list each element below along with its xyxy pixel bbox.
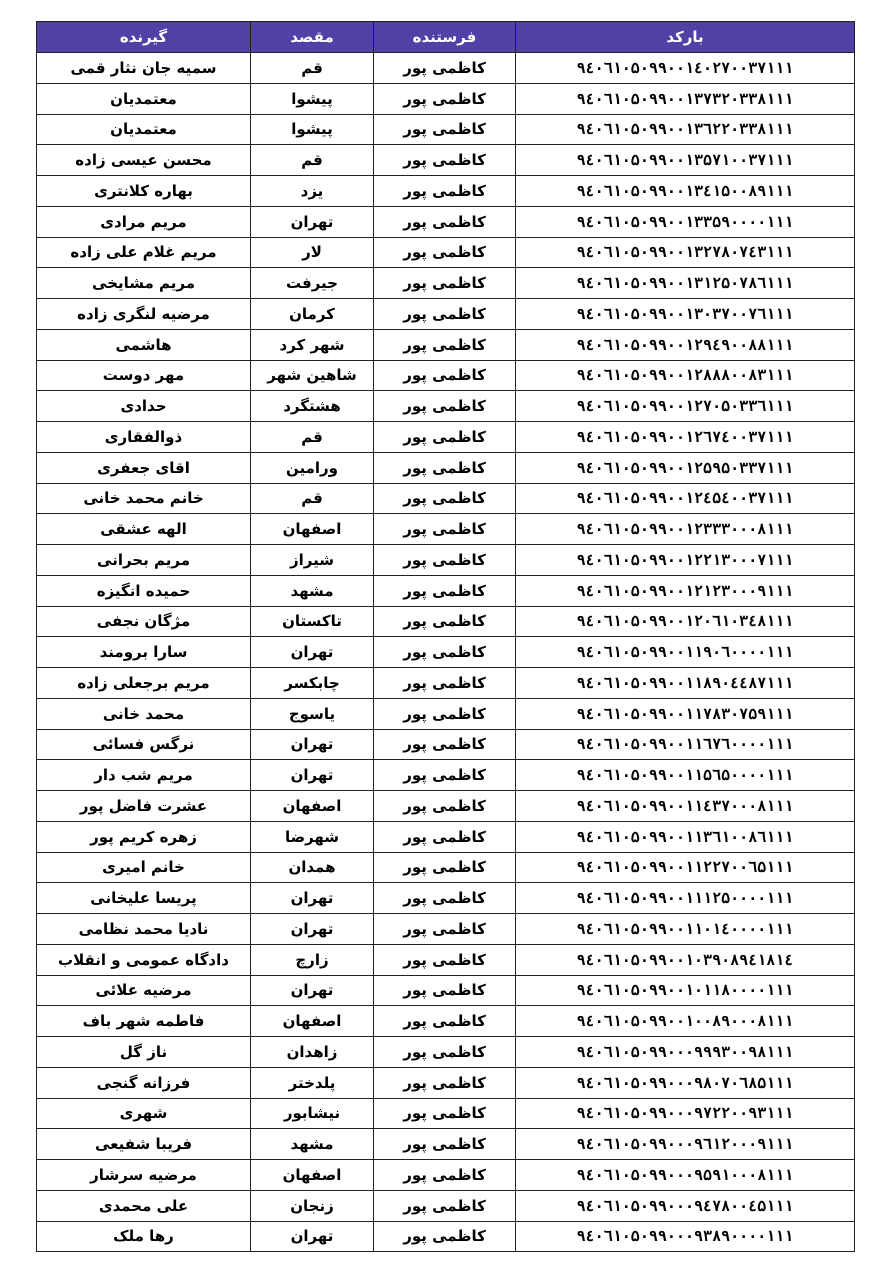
table-row	[37, 391, 855, 422]
table-row	[37, 914, 855, 945]
recipient-cell: حدادی	[37, 391, 251, 422]
sender-cell: کاظمی پور	[374, 914, 516, 945]
table-row	[37, 237, 855, 268]
recipient-cell: فرزانه گنجی	[37, 1067, 251, 1098]
table-row	[37, 606, 855, 637]
table-row	[37, 821, 855, 852]
destination-cell: لار	[251, 237, 374, 268]
table-row	[37, 1221, 855, 1252]
recipient-cell: مریم غلام علی زاده	[37, 237, 251, 268]
barcode-cell: ۹٤۰٦۱۰۵۰۹۹۰۰۰۹۷۲۲۰۰۹۳۱۱۱	[516, 1098, 855, 1129]
barcode-cell: ۹٤۰٦۱۰۵۰۹۹۰۰۰۹۸۰۷۰٦۸۵۱۱۱	[516, 1067, 855, 1098]
table-row	[37, 329, 855, 360]
barcode-cell: ۹٤۰٦۱۰۵۰۹۹۰۰۱۳۱۲۵۰۷۸٦۱۱۱	[516, 268, 855, 299]
destination-cell: شیراز	[251, 545, 374, 576]
recipient-cell: خانم امیری	[37, 852, 251, 883]
sender-cell: کاظمی پور	[374, 83, 516, 114]
sender-cell: کاظمی پور	[374, 575, 516, 606]
destination-cell: زنجان	[251, 1190, 374, 1221]
barcode-header: بارکد	[516, 22, 855, 53]
destination-cell: تهران	[251, 914, 374, 945]
destination-cell: شهر کرد	[251, 329, 374, 360]
barcode-cell: ۹٤۰٦۱۰۵۰۹۹۰۰۱۰۱۱۸۰۰۰۰۱۱۱	[516, 975, 855, 1006]
recipient-cell: اقای جعفری	[37, 452, 251, 483]
sender-cell: کاظمی پور	[374, 1098, 516, 1129]
destination-cell: همدان	[251, 852, 374, 883]
recipient-cell: مریم بحرانی	[37, 545, 251, 576]
recipient-cell: مهر دوست	[37, 360, 251, 391]
table-row	[37, 1067, 855, 1098]
recipient-cell: مرضیه لنگری زاده	[37, 299, 251, 330]
table-row	[37, 452, 855, 483]
sender-cell: کاظمی پور	[374, 329, 516, 360]
sender-cell: کاظمی پور	[374, 1160, 516, 1191]
table-row	[37, 483, 855, 514]
barcode-cell: ۹٤۰٦۱۰۵۰۹۹۰۰۱۱٦۷٦۰۰۰۰۱۱۱	[516, 729, 855, 760]
destination-cell: ورامین	[251, 452, 374, 483]
destination-cell: زاهدان	[251, 1037, 374, 1068]
barcode-cell: ۹٤۰٦۱۰۵۰۹۹۰۰۱۳۵۷۱۰۰۳۷۱۱۱	[516, 145, 855, 176]
table-row	[37, 1098, 855, 1129]
barcode-cell: ۹٤۰٦۱۰۵۰۹۹۰۰۱۱۷۸۳۰۷۵۹۱۱۱	[516, 698, 855, 729]
table-row	[37, 422, 855, 453]
table-row	[37, 1037, 855, 1068]
recipient-cell: سارا برومند	[37, 637, 251, 668]
recipient-cell: معتمدیان	[37, 83, 251, 114]
table-row	[37, 1190, 855, 1221]
recipient-cell: پریسا علیخانی	[37, 883, 251, 914]
table-row	[37, 268, 855, 299]
table-row	[37, 360, 855, 391]
shipment-table	[36, 21, 855, 1252]
recipient-cell: سمیه جان نثار قمی	[37, 53, 251, 84]
table-row	[37, 206, 855, 237]
barcode-cell: ۹٤۰٦۱۰۵۰۹۹۰۰۱۲۹٤۹۰۰۸۸۱۱۱	[516, 329, 855, 360]
recipient-cell: مرضیه سرشار	[37, 1160, 251, 1191]
sender-cell: کاظمی پور	[374, 114, 516, 145]
sender-cell: کاظمی پور	[374, 1037, 516, 1068]
destination-cell: قم	[251, 422, 374, 453]
table-row	[37, 53, 855, 84]
recipient-cell: علی محمدی	[37, 1190, 251, 1221]
barcode-cell: ۹٤۰٦۱۰۵۰۹۹۰۰۱۳۷۳۲۰۳۳۸۱۱۱	[516, 83, 855, 114]
destination-cell: تاکستان	[251, 606, 374, 637]
barcode-cell: ۹٤۰٦۱۰۵۰۹۹۰۰۱۳۳۵۹۰۰۰۰۱۱۱	[516, 206, 855, 237]
sender-cell: کاظمی پور	[374, 944, 516, 975]
table-row	[37, 299, 855, 330]
table-row	[37, 637, 855, 668]
barcode-cell: ۹٤۰٦۱۰۵۰۹۹۰۰۱۲۵۹۵۰۳۳۷۱۱۱	[516, 452, 855, 483]
barcode-cell: ۹٤۰٦۱۰۵۰۹۹۰۰۱۳۲۷۸۰۷٤۳۱۱۱	[516, 237, 855, 268]
destination-cell: پیشوا	[251, 83, 374, 114]
sender-cell: کاظمی پور	[374, 821, 516, 852]
destination-cell: تهران	[251, 637, 374, 668]
table-row	[37, 668, 855, 699]
barcode-cell: ۹٤۰٦۱۰۵۰۹۹۰۰۱۰۰۸۹۰۰۰۸۱۱۱	[516, 1006, 855, 1037]
table-row	[37, 791, 855, 822]
table-row	[37, 545, 855, 576]
destination-cell: تهران	[251, 729, 374, 760]
table-row	[37, 145, 855, 176]
table-row	[37, 729, 855, 760]
recipient-header: گیرنده	[37, 22, 251, 53]
destination-cell: چابکسر	[251, 668, 374, 699]
header-row	[37, 22, 855, 53]
recipient-cell: دادگاه عمومی و انقلاب	[37, 944, 251, 975]
destination-cell: قم	[251, 145, 374, 176]
barcode-cell: ۹٤۰٦۱۰۵۰۹۹۰۰۱۱۰۱٤۰۰۰۰۱۱۱	[516, 914, 855, 945]
destination-cell: تهران	[251, 883, 374, 914]
barcode-cell: ۹٤۰٦۱۰۵۰۹۹۰۰۱۲۰٦۱۰۳٤۸۱۱۱	[516, 606, 855, 637]
sender-cell: کاظمی پور	[374, 391, 516, 422]
barcode-cell: ۹٤۰٦۱۰۵۰۹۹۰۰۱۳٦۲۲۰۳۳۸۱۱۱	[516, 114, 855, 145]
sender-cell: کاظمی پور	[374, 760, 516, 791]
sender-cell: کاظمی پور	[374, 360, 516, 391]
barcode-cell: ۹٤۰٦۱۰۵۰۹۹۰۰۱۱۵٦۵۰۰۰۰۱۱۱	[516, 760, 855, 791]
destination-cell: اصفهان	[251, 791, 374, 822]
barcode-cell: ۹٤۰٦۱۰۵۰۹۹۰۰۱۲۷۰۵۰۳۳٦۱۱۱	[516, 391, 855, 422]
barcode-cell: ۹٤۰٦۱۰۵۰۹۹۰۰۱۱۱۲۵۰۰۰۰۱۱۱	[516, 883, 855, 914]
barcode-cell: ۹٤۰٦۱۰۵۰۹۹۰۰۰۹۵۹۱۰۰۰۸۱۱۱	[516, 1160, 855, 1191]
recipient-cell: زهره کریم پور	[37, 821, 251, 852]
destination-cell: قم	[251, 53, 374, 84]
destination-cell: مشهد	[251, 575, 374, 606]
barcode-cell: ۹٤۰٦۱۰۵۰۹۹۰۰۱۱۸۹۰٤٤۸۷۱۱۱	[516, 668, 855, 699]
recipient-cell: مریم شب دار	[37, 760, 251, 791]
table-row	[37, 83, 855, 114]
recipient-cell: مریم برجعلی زاده	[37, 668, 251, 699]
destination-cell: پیشوا	[251, 114, 374, 145]
sender-cell: کاظمی پور	[374, 299, 516, 330]
sender-cell: کاظمی پور	[374, 452, 516, 483]
barcode-cell: ۹٤۰٦۱۰۵۰۹۹۰۰۰۹۹۹۳۰۰۹۸۱۱۱	[516, 1037, 855, 1068]
recipient-cell: محمد خانی	[37, 698, 251, 729]
recipient-cell: ناز گل	[37, 1037, 251, 1068]
recipient-cell: مرضیه علائی	[37, 975, 251, 1006]
barcode-cell: ۹٤۰٦۱۰۵۰۹۹۰۰۱۲٦۷٤۰۰۳۷۱۱۱	[516, 422, 855, 453]
destination-cell: یزد	[251, 176, 374, 207]
sender-cell: کاظمی پور	[374, 1221, 516, 1252]
destination-cell: تهران	[251, 206, 374, 237]
destination-cell: زارچ	[251, 944, 374, 975]
sender-cell: کاظمی پور	[374, 145, 516, 176]
barcode-cell: ۹٤۰٦۱۰۵۰۹۹۰۰۱۲۳۳۳۰۰۰۸۱۱۱	[516, 514, 855, 545]
recipient-cell: خانم محمد خانی	[37, 483, 251, 514]
table-row	[37, 698, 855, 729]
sender-header: فرستنده	[374, 22, 516, 53]
sender-cell: کاظمی پور	[374, 1129, 516, 1160]
destination-cell: مشهد	[251, 1129, 374, 1160]
sender-cell: کاظمی پور	[374, 206, 516, 237]
recipient-cell: نرگس فسائی	[37, 729, 251, 760]
table-body	[37, 53, 855, 1252]
destination-cell: هشتگرد	[251, 391, 374, 422]
recipient-cell: الهه عشقی	[37, 514, 251, 545]
barcode-cell: ۹٤۰٦۱۰۵۰۹۹۰۰۱۱۳٦۱۰۰۸٦۱۱۱	[516, 821, 855, 852]
sender-cell: کاظمی پور	[374, 606, 516, 637]
sender-cell: کاظمی پور	[374, 975, 516, 1006]
recipient-cell: مژگان نجفی	[37, 606, 251, 637]
barcode-cell: ۹٤۰٦۱۰۵۰۹۹۰۰۱۳٤۱۵۰۰۸۹۱۱۱	[516, 176, 855, 207]
sender-cell: کاظمی پور	[374, 237, 516, 268]
destination-cell: یاسوج	[251, 698, 374, 729]
recipient-cell: عشرت فاضل پور	[37, 791, 251, 822]
sender-cell: کاظمی پور	[374, 668, 516, 699]
barcode-cell: ۹٤۰٦۱۰۵۰۹۹۰۰۱۰۳۹۰۸۹٤۱۸۱٤	[516, 944, 855, 975]
destination-header: مقصد	[251, 22, 374, 53]
barcode-cell: ۹٤۰٦۱۰۵۰۹۹۰۰۱۱۹۰٦۰۰۰۰۱۱۱	[516, 637, 855, 668]
destination-cell: قم	[251, 483, 374, 514]
barcode-cell: ۹٤۰٦۱۰۵۰۹۹۰۰۱۲۲۱۳۰۰۰۷۱۱۱	[516, 545, 855, 576]
table-row	[37, 883, 855, 914]
table-row	[37, 176, 855, 207]
destination-cell: اصفهان	[251, 514, 374, 545]
table-row	[37, 1006, 855, 1037]
sender-cell: کاظمی پور	[374, 729, 516, 760]
recipient-cell: شهری	[37, 1098, 251, 1129]
barcode-cell: ۹٤۰٦۱۰۵۰۹۹۰۰۱۱۲۲۷۰۰٦۵۱۱۱	[516, 852, 855, 883]
destination-cell: تهران	[251, 1221, 374, 1252]
recipient-cell: فاطمه شهر باف	[37, 1006, 251, 1037]
recipient-cell: نادیا محمد نظامی	[37, 914, 251, 945]
recipient-cell: حمیده انگیزه	[37, 575, 251, 606]
barcode-cell: ۹٤۰٦۱۰۵۰۹۹۰۰۱۱٤۳۷۰۰۰۸۱۱۱	[516, 791, 855, 822]
recipient-cell: محسن عیسی زاده	[37, 145, 251, 176]
destination-cell: نیشابور	[251, 1098, 374, 1129]
barcode-cell: ۹٤۰٦۱۰۵۰۹۹۰۰۱٤۰۲۷۰۰۳۷۱۱۱	[516, 53, 855, 84]
destination-cell: پلدختر	[251, 1067, 374, 1098]
destination-cell: اصفهان	[251, 1160, 374, 1191]
destination-cell: اصفهان	[251, 1006, 374, 1037]
recipient-cell: ذوالفقاری	[37, 422, 251, 453]
recipient-cell: بهاره کلانتری	[37, 176, 251, 207]
table-row	[37, 944, 855, 975]
sender-cell: کاظمی پور	[374, 268, 516, 299]
recipient-cell: هاشمی	[37, 329, 251, 360]
table-row	[37, 114, 855, 145]
sender-cell: کاظمی پور	[374, 514, 516, 545]
sender-cell: کاظمی پور	[374, 1190, 516, 1221]
destination-cell: کرمان	[251, 299, 374, 330]
barcode-cell: ۹٤۰٦۱۰۵۰۹۹۰۰۰۹٦۱۲۰۰۰۹۱۱۱	[516, 1129, 855, 1160]
sender-cell: کاظمی پور	[374, 883, 516, 914]
barcode-cell: ۹٤۰٦۱۰۵۰۹۹۰۰۱۲٤۵٤۰۰۳۷۱۱۱	[516, 483, 855, 514]
recipient-cell: معتمدیان	[37, 114, 251, 145]
sender-cell: کاظمی پور	[374, 1006, 516, 1037]
recipient-cell: فریبا شفیعی	[37, 1129, 251, 1160]
sender-cell: کاظمی پور	[374, 483, 516, 514]
barcode-cell: ۹٤۰٦۱۰۵۰۹۹۰۰۱۳۰۳۷۰۰۷٦۱۱۱	[516, 299, 855, 330]
recipient-cell: مریم مشایخی	[37, 268, 251, 299]
sender-cell: کاظمی پور	[374, 791, 516, 822]
barcode-cell: ۹٤۰٦۱۰۵۰۹۹۰۰۱۲۱۲۳۰۰۰۹۱۱۱	[516, 575, 855, 606]
destination-cell: تهران	[251, 975, 374, 1006]
destination-cell: تهران	[251, 760, 374, 791]
sender-cell: کاظمی پور	[374, 698, 516, 729]
destination-cell: شهرضا	[251, 821, 374, 852]
destination-cell: جیرفت	[251, 268, 374, 299]
recipient-cell: مریم مرادی	[37, 206, 251, 237]
sender-cell: کاظمی پور	[374, 176, 516, 207]
sender-cell: کاظمی پور	[374, 545, 516, 576]
sender-cell: کاظمی پور	[374, 852, 516, 883]
table-row	[37, 1160, 855, 1191]
table-row	[37, 575, 855, 606]
table-row	[37, 1129, 855, 1160]
barcode-cell: ۹٤۰٦۱۰۵۰۹۹۰۰۰۹۳۸۹۰۰۰۰۱۱۱	[516, 1221, 855, 1252]
table-row	[37, 975, 855, 1006]
table-row	[37, 760, 855, 791]
destination-cell: شاهین شهر	[251, 360, 374, 391]
sender-cell: کاظمی پور	[374, 637, 516, 668]
sender-cell: کاظمی پور	[374, 422, 516, 453]
barcode-cell: ۹٤۰٦۱۰۵۰۹۹۰۰۰۹٤۷۸۰۰٤۵۱۱۱	[516, 1190, 855, 1221]
sender-cell: کاظمی پور	[374, 53, 516, 84]
barcode-cell: ۹٤۰٦۱۰۵۰۹۹۰۰۱۲۸۸۸۰۰۸۳۱۱۱	[516, 360, 855, 391]
table-row	[37, 852, 855, 883]
table-row	[37, 514, 855, 545]
sender-cell: کاظمی پور	[374, 1067, 516, 1098]
recipient-cell: رها ملک	[37, 1221, 251, 1252]
